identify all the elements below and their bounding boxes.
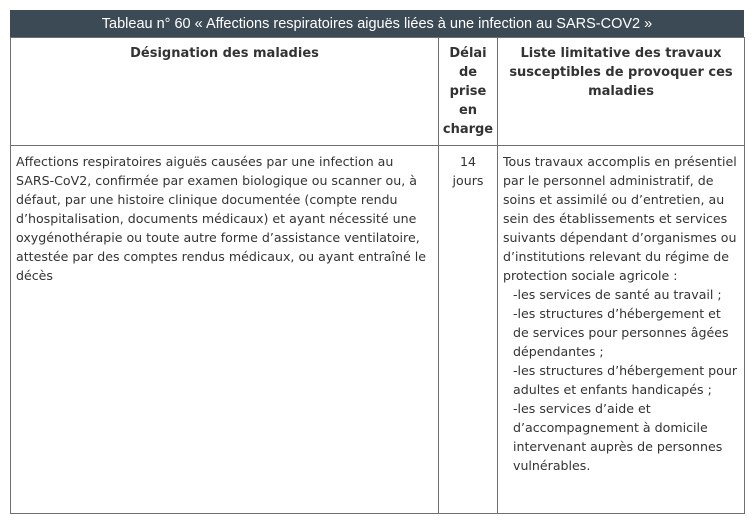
list-item: -les services d’aide et d’accompagnement à domicile intervenant auprès de personnes vulnérables. — [513, 401, 723, 473]
travaux-intro: Tous travaux accomplis en présentiel par le personnel administratif, de soins et assimilé ou d’entretien, au sein des établissements et services suivants dépendant d’organismes ou d’institutions relevant du régime de protection sociale agricole : — [503, 154, 737, 283]
header-liste: Liste limitative des travaux susceptibles de provoquer ces maladies — [498, 38, 745, 146]
table-row — [11, 146, 745, 514]
header-delai: Délai de prise en charge — [439, 38, 498, 146]
maladies-table-container — [10, 10, 744, 514]
table-title: Tableau n° 60 « Affections respiratoires aiguës liées à une infection au SARS-COV2 » — [10, 10, 744, 37]
travaux-list — [503, 285, 740, 475]
list-item: -les structures d’hébergement et de services pour personnes âgées dépendantes ; — [513, 306, 729, 359]
cell-delai: 14 jours — [439, 146, 498, 514]
header-row — [11, 38, 745, 146]
maladies-table — [10, 37, 745, 514]
cell-travaux — [498, 146, 745, 514]
list-item: -les services de santé au travail ; — [513, 287, 722, 302]
cell-designation: Affections respiratoires aiguës causées par une infection au SARS-CoV2, confirmée par examen biologique ou scanner ou, à défaut, par une histoire clinique documentée (compte rendu d’hospitalisation, documents médicaux) et ayant nécessité une oxygénothérapie ou toute autre forme d’assistance ventilatoire, attestée par des comptes rendus médicaux, ou ayant entraîné le décès — [11, 146, 439, 514]
list-item: -les structures d’hébergement pour adultes et enfants handicapés ; — [513, 363, 738, 397]
header-designation: Désignation des maladies — [11, 38, 439, 146]
